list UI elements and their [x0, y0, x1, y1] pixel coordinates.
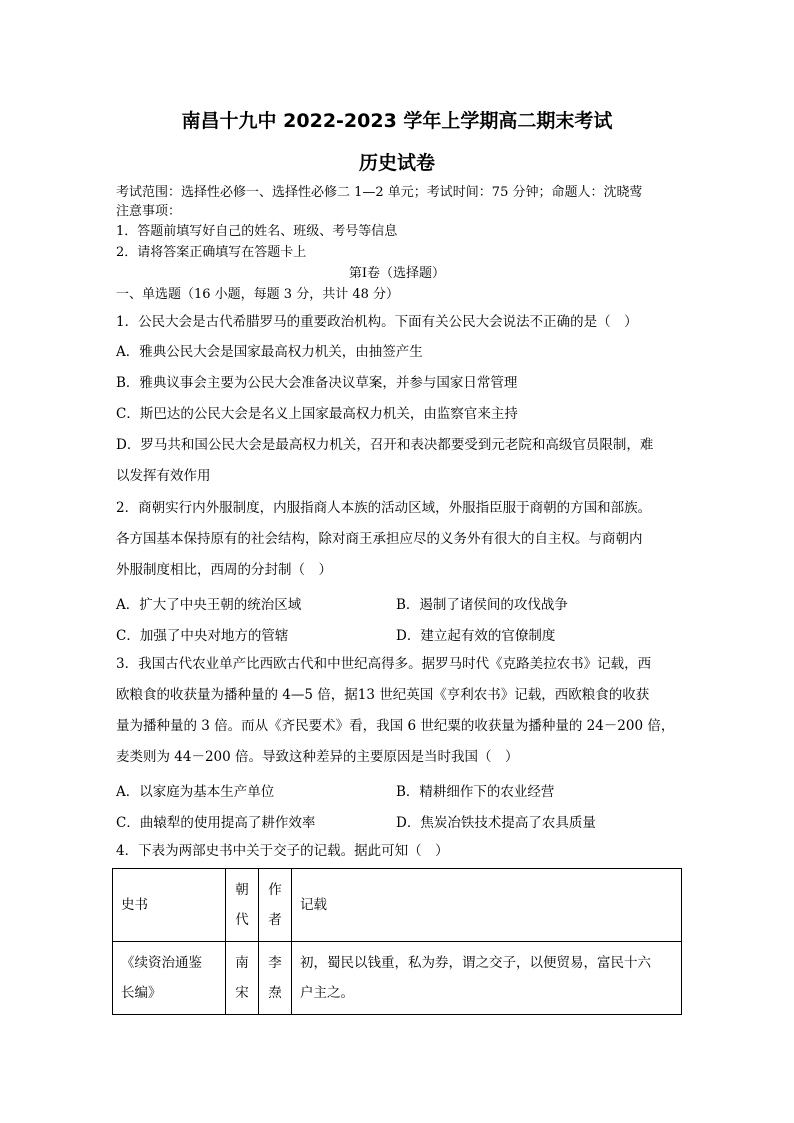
- q4-stem: 4．下表为两部史书中关于交子的记载。据此可知（ ）: [116, 843, 449, 859]
- q2-stem-line3: 外服制度相比，西周的分封制（ ）: [116, 562, 332, 578]
- q4-history-table: [112, 868, 682, 1015]
- q1-option-d-line1: D．罗马共和国公民大会是最高权力机关，召开和表决都要受到元老院和高级官员限制，难: [116, 437, 654, 453]
- q3-stem-line2: 欧粮食的收获量为播种量的 4—5 倍，据13 世纪英国《亨利农书》记载，西欧粮食的收获: [116, 687, 650, 703]
- volume-heading: 第Ⅰ卷（选择题）: [348, 266, 446, 281]
- exam-subtitle: 历史试卷: [358, 152, 435, 174]
- exam-scope: 考试范围：选择性必修一、选择性必修二 1—2 单元；考试时间：75 分钟；命题人：沈晓莺: [116, 185, 643, 200]
- notice-title: 注意事项：: [116, 204, 182, 219]
- q1-option-a: A．雅典公民大会是国家最高权力机关，由抽签产生: [116, 344, 423, 360]
- table-header-row: [113, 869, 682, 942]
- q2-option-a: A．扩大了中央王朝的统治区域: [116, 597, 302, 613]
- q3-option-a: A．以家庭为基本生产单位: [116, 784, 275, 800]
- header-cell-dynasty: 朝 代: [226, 869, 259, 942]
- notice-item-2: 2．请将答案正确填写在答题卡上: [116, 245, 307, 260]
- q3-stem-line1: 3．我国古代农业单产比西欧古代和中世纪高得多。据罗马时代《克路美拉农书》记载，西: [116, 656, 652, 672]
- q3-option-b: B．精耕细作下的农业经营: [396, 784, 555, 800]
- exam-title: 南昌十九中 2022-2023 学年上学期高二期末考试: [181, 110, 613, 132]
- q2-option-b: B．遏制了诸侯间的攻伐战争: [396, 597, 568, 613]
- row1-cell-author: 李 焘: [259, 942, 292, 1015]
- q1-option-b: B．雅典议事会主要为公民大会准备决议草案，并参与国家日常管理: [116, 375, 518, 391]
- q3-stem-line4: 麦类则为 44－200 倍。导致这种差异的主要原因是当时我国（ ）: [116, 749, 519, 765]
- header-cell-book: 史书: [113, 869, 226, 942]
- q2-stem-line1: 2．商朝实行内外服制度，内服指商人本族的活动区域，外服指臣服于商朝的方国和部族。: [116, 500, 652, 516]
- q1-option-d-line2: 以发挥有效作用: [116, 468, 211, 484]
- q3-option-d: D．焦炭冶铁技术提高了农具质量: [396, 815, 596, 831]
- row1-cell-dynasty: 南 宋: [226, 942, 259, 1015]
- header-cell-author: 作 者: [259, 869, 292, 942]
- q3-option-c: C．曲辕犁的使用提高了耕作效率: [116, 815, 316, 831]
- notice-item-1: 1．答题前填写好自己的姓名、班级、考号等信息: [116, 224, 398, 239]
- row1-cell-record: 初，蜀民以钱重，私为券，谓之交子，以便贸易，富民十六 户主之。: [292, 942, 682, 1015]
- q3-stem-line3: 量为播种量的 3 倍。而从《齐民要术》看，我国 6 世纪粟的收获量为播种量的 24－200 倍，: [116, 718, 675, 734]
- q1-stem: 1．公民大会是古代希腊罗马的重要政治机构。下面有关公民大会说法不正确的是（ ）: [116, 314, 638, 330]
- header-cell-record: 记载: [292, 869, 682, 942]
- q1-option-c: C．斯巴达的公民大会是名义上国家最高权力机关，由监察官来主持: [116, 406, 518, 422]
- q2-stem-line2: 各方国基本保持原有的社会结构，除对商王承担应尽的义务外有很大的自主权。与商朝内: [116, 531, 643, 547]
- part-heading: 一、单选题（16 小题，每题 3 分，共计 48 分）: [116, 287, 400, 302]
- table-row: [113, 942, 682, 1015]
- q2-option-c: C．加强了中央对地方的管辖: [116, 628, 289, 644]
- row1-cell-book: 《续资治通鉴 长编》: [113, 942, 226, 1015]
- q2-option-d: D．建立起有效的官僚制度: [396, 628, 556, 644]
